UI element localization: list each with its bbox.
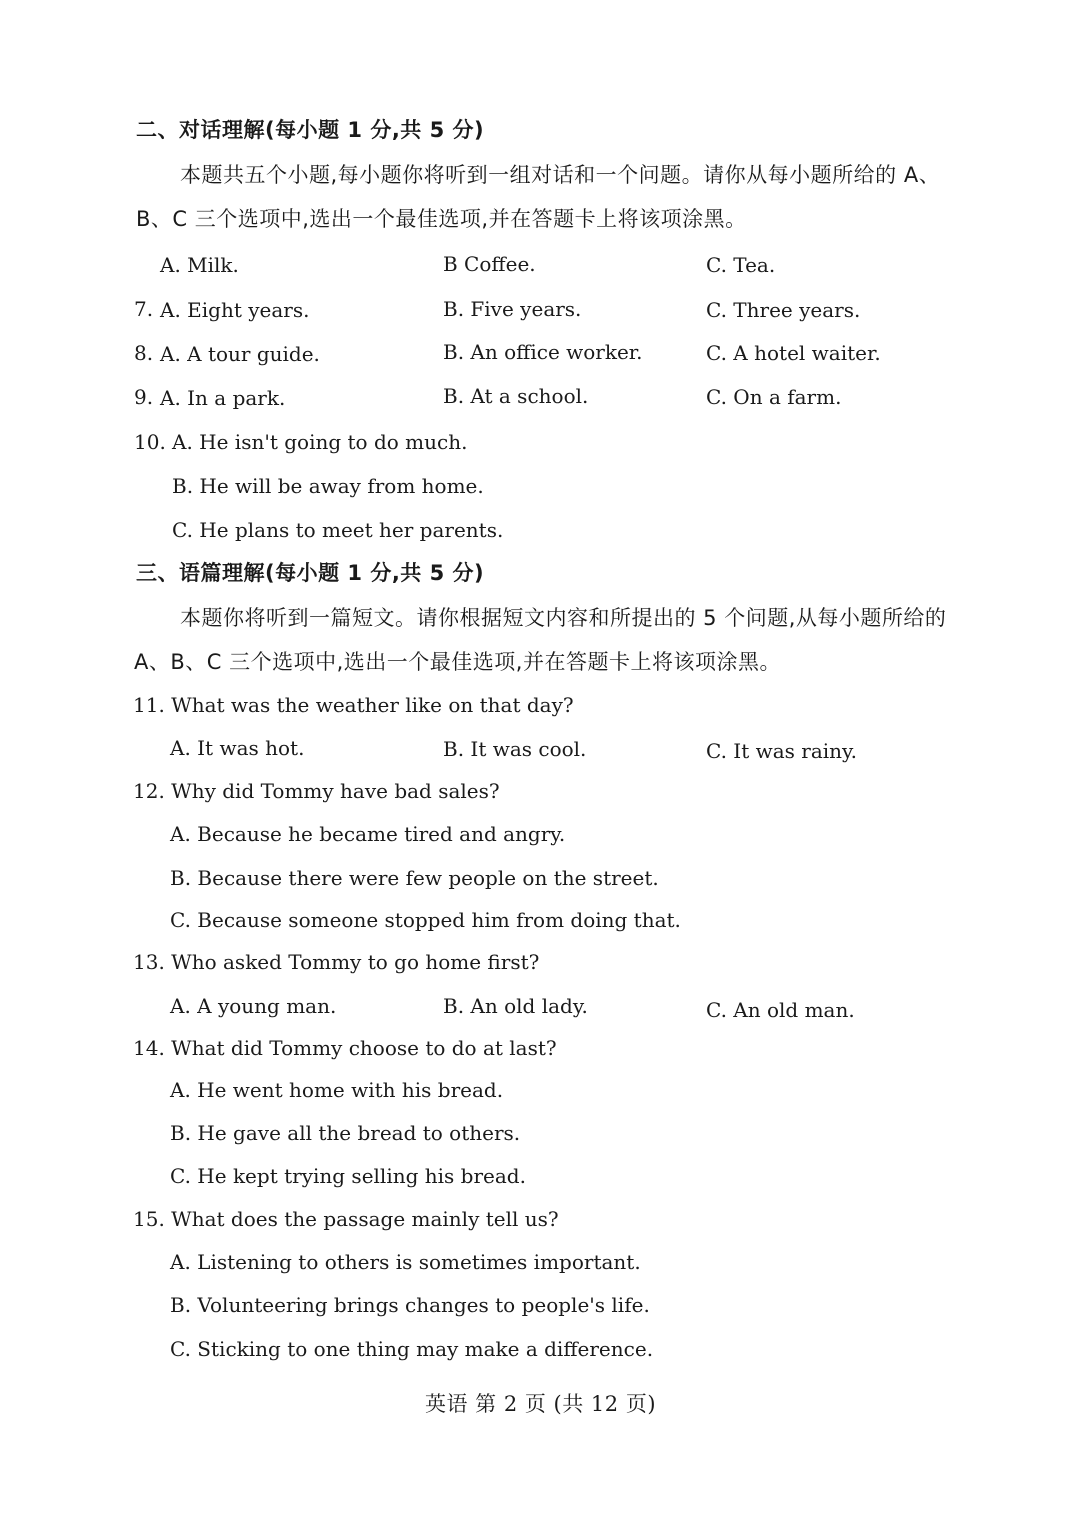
page-footer: 英语 第 2 页 (共 12 页) xyxy=(425,1392,657,1416)
q11-option-b: B. It was cool. xyxy=(443,737,587,761)
q15-option-b: B. Volunteering brings changes to people's life. xyxy=(170,1293,650,1317)
q6-option-c: C. Tea. xyxy=(706,253,776,277)
q9-option-c: C. On a farm. xyxy=(706,385,842,409)
q6-option-b: B Coffee. xyxy=(443,252,536,276)
section3-instruction-line1: 本题你将听到一篇短文。请你根据短文内容和所提出的 5 个问题,从每小题所给的 xyxy=(180,606,947,630)
q8-option-a: A. A tour guide. xyxy=(160,342,320,366)
q10-option-b: B. He will be away from home. xyxy=(172,474,484,498)
q11-option-c: C. It was rainy. xyxy=(706,739,858,763)
q11-option-a: A. It was hot. xyxy=(170,736,305,760)
q7-number: 7. xyxy=(134,297,154,321)
q12-option-a: A. Because he became tired and angry. xyxy=(170,822,566,846)
q13-option-b: B. An old lady. xyxy=(443,994,588,1018)
q9-option-b: B. At a school. xyxy=(443,384,589,408)
q8-number: 8. xyxy=(134,341,154,365)
q10-number: 10. xyxy=(134,430,166,454)
section3-heading: 三、语篇理解(每小题 1 分,共 5 分) xyxy=(136,561,485,585)
q14-option-c: C. He kept trying selling his bread. xyxy=(170,1164,526,1188)
q7-option-a: A. Eight years. xyxy=(160,298,310,322)
section2-heading: 二、对话理解(每小题 1 分,共 5 分) xyxy=(136,118,485,142)
q8-option-b: B. An office worker. xyxy=(443,340,643,364)
q13-question: 13. Who asked Tommy to go home first? xyxy=(133,950,540,974)
section2-instruction-line1: 本题共五个小题,每小题你将听到一组对话和一个问题。请你从每小题所给的 A、 xyxy=(180,163,941,187)
q15-option-a: A. Listening to others is sometimes important. xyxy=(170,1250,641,1274)
q7-option-b: B. Five years. xyxy=(443,297,582,321)
q15-question: 15. What does the passage mainly tell us? xyxy=(133,1207,559,1231)
q13-option-a: A. A young man. xyxy=(170,994,337,1018)
q12-option-c: C. Because someone stopped him from doing that. xyxy=(170,908,681,932)
q9-option-a: A. In a park. xyxy=(160,386,286,410)
q14-option-b: B. He gave all the bread to others. xyxy=(170,1121,521,1145)
q12-option-b: B. Because there were few people on the street. xyxy=(170,866,659,890)
q14-option-a: A. He went home with his bread. xyxy=(170,1078,504,1102)
q8-option-c: C. A hotel waiter. xyxy=(706,341,881,365)
q11-question: 11. What was the weather like on that day? xyxy=(133,693,574,717)
q7-option-c: C. Three years. xyxy=(706,298,861,322)
q6-option-a: A. Milk. xyxy=(160,253,239,277)
q14-question: 14. What did Tommy choose to do at last? xyxy=(133,1036,557,1060)
section3-instruction-line2: A、B、C 三个选项中,选出一个最佳选项,并在答题卡上将该项涂黑。 xyxy=(134,650,781,674)
q12-question: 12. Why did Tommy have bad sales? xyxy=(133,779,500,803)
q15-option-c: C. Sticking to one thing may make a difference. xyxy=(170,1337,654,1361)
q10-option-a: A. He isn't going to do much. xyxy=(172,430,468,454)
q13-option-c: C. An old man. xyxy=(706,998,855,1022)
q9-number: 9. xyxy=(134,385,154,409)
section2-instruction-line2: B、C 三个选项中,选出一个最佳选项,并在答题卡上将该项涂黑。 xyxy=(136,207,747,231)
q10-option-c: C. He plans to meet her parents. xyxy=(172,518,504,542)
